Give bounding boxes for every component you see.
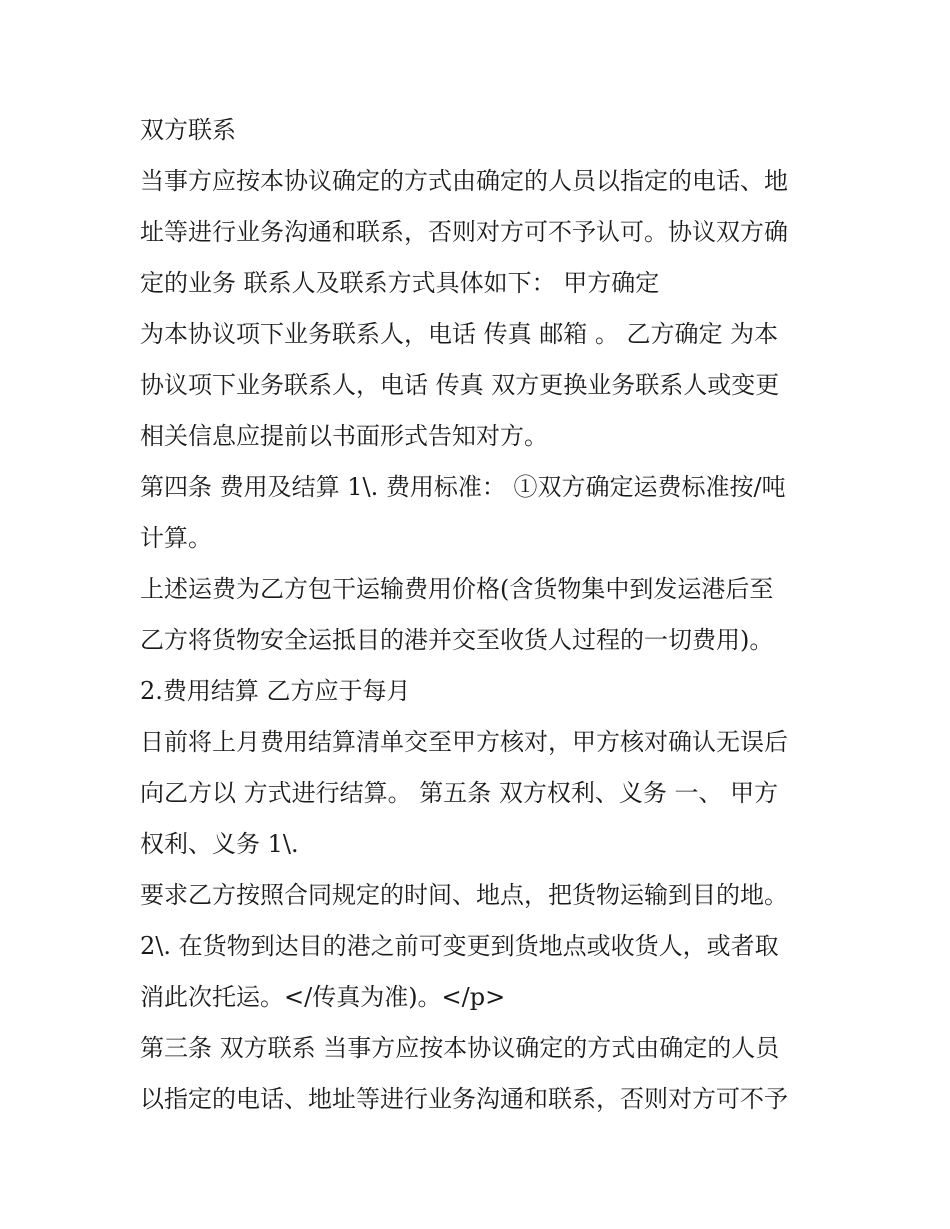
text-line: 第三条 双方联系 当事方应按本协议确定的方式由确定的人员 (140, 1034, 780, 1062)
text-line: 要求乙方按照合同规定的时间、地点，把货物运输到目的地。 (140, 881, 788, 909)
text-line: 定的业务 联系人及联系方式具体如下： 甲方确定 (140, 269, 660, 297)
text-line: 消此次托运。</传真为准)。</p> (140, 983, 506, 1011)
text-line: 2.费用结算 乙方应于每月 (140, 677, 411, 705)
text-line: 向乙方以 方式进行结算。 第五条 双方权利、义务 一、 甲方 (140, 779, 779, 807)
text-line: 2\. 在货物到达目的港之前可变更到货地点或收货人，或者取 (140, 932, 779, 960)
text-line: 当事方应按本协议确定的方式由确定的人员以指定的电话、地 (140, 167, 788, 195)
text-line: 址等进行业务沟通和联系，否则对方可不予认可。协议双方确 (140, 218, 788, 246)
text-line: 以指定的电话、地址等进行业务沟通和联系，否则对方可不予 (140, 1085, 788, 1113)
text-line: 乙方将货物安全运抵目的港并交至收货人过程的一切费用)。 (140, 626, 774, 654)
text-line: 双方联系 (140, 116, 236, 144)
text-line: 日前将上月费用结算清单交至甲方核对，甲方核对确认无误后 (140, 728, 788, 756)
text-line: 协议项下业务联系人，电话 传真 双方更换业务联系人或变更 (140, 371, 780, 399)
text-line: 计算。 (140, 524, 212, 552)
text-line: 第四条 费用及结算 1\. 费用标准： ①双方确定运费标准按/吨 (140, 473, 786, 501)
text-line: 为本协议项下业务联系人，电话 传真 邮箱 。 乙方确定 为本 (140, 320, 779, 348)
text-line: 相关信息应提前以书面形式告知对方。 (140, 422, 548, 450)
text-line: 权利、义务 1\. (140, 830, 299, 858)
text-line: 上述运费为乙方包干运输费用价格(含货物集中到发运港后至 (140, 575, 774, 603)
